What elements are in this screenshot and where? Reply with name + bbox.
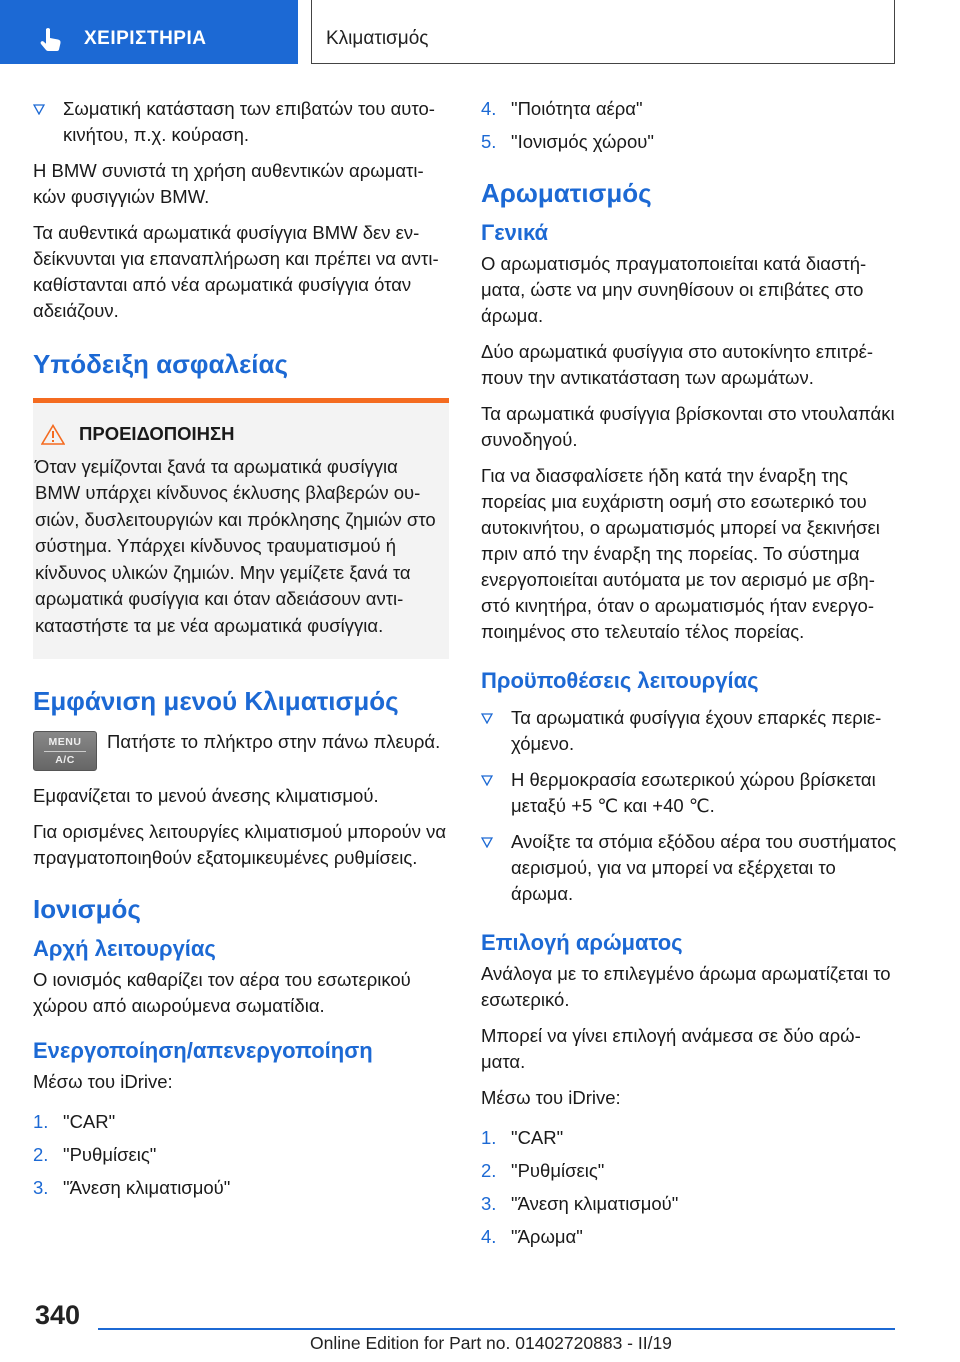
bullet-triangle-icon xyxy=(33,104,45,115)
list-item xyxy=(481,705,897,757)
page-number: 340 xyxy=(35,1300,81,1330)
heading-activate: Ενεργοποίηση/απενεργοποίηση xyxy=(33,1038,373,1063)
heading-prerequisites: Προϋποθέσεις λειτουργίας xyxy=(481,668,759,693)
section-title: Κλιματισμός xyxy=(326,28,429,49)
step-text: "Ρυθμίσεις" xyxy=(511,1160,605,1181)
step-text: "CAR" xyxy=(511,1127,564,1148)
right-column xyxy=(481,96,897,1257)
list-item xyxy=(481,1125,897,1151)
menu-button-top-label: MENU xyxy=(48,735,82,748)
step-number: 5. xyxy=(481,131,497,152)
footer-divider xyxy=(98,1328,895,1330)
warning-text: Όταν γεμίζονται ξανά τα αρωματικά φυσίγγια BMW υπάρχει κίνδυνος έκλυσης βλαβερών ουσιών, δυσλειτουργιών και πρόκλησης ζημιών στο σύστημα. Υπάρχει κίνδυνος τραυματισμού ή κίνδυνος υλικών ζημιών. Μην γεμίζετε ξανά τα αρωματικά φυσίγγια και όταν αδειάσουν αντικαταστήστε τα με νέα αρωματικά φυσίγγια. xyxy=(35,455,436,636)
heading-menu: Εμφάνιση μενού Κλιματισμός xyxy=(33,686,399,716)
heading-ionization: Ιονισμός xyxy=(33,894,141,924)
step-number: 3. xyxy=(33,1177,49,1198)
list-item xyxy=(481,1191,897,1217)
heading-principle: Αρχή λειτουργίας xyxy=(33,936,216,961)
paragraph: Μέσω του iDrive: xyxy=(481,1087,621,1108)
step-text: "Άρωμα" xyxy=(511,1226,583,1247)
step-text: "Άνεση κλιματισμού" xyxy=(63,1177,231,1198)
bullet-text: Ανοίξτε τα στόμια εξόδου αέρα του συστήματος αερισμού, για να μπορεί να εξέρχεται το άρωμα. xyxy=(511,831,897,904)
bullet-triangle-icon xyxy=(481,837,493,848)
step-number: 1. xyxy=(33,1111,49,1132)
step-text: "CAR" xyxy=(63,1111,116,1132)
heading-general: Γενικά xyxy=(481,220,549,245)
header-tab-controls[interactable] xyxy=(0,0,298,64)
list-item xyxy=(481,96,897,122)
step-number: 2. xyxy=(33,1144,49,1165)
heading-safety: Υπόδειξη ασφαλείας xyxy=(33,349,289,379)
list-item xyxy=(33,1109,449,1135)
menu-instruction xyxy=(33,729,449,771)
bullet-text: Σωματική κατάσταση των επιβατών του αυτοκινήτου, π.χ. κούραση. xyxy=(63,98,435,145)
hand-pointer-icon xyxy=(38,26,64,52)
paragraph: Τα αυθεντικά αρωματικά φυσίγγια BMW δεν ενδείκνυνται για επαναπλήρωση και πρέπει να αντικαθίστανται από νέα αρωματικά φυσίγγια όταν αδειάζουν. xyxy=(33,222,439,321)
step-number: 4. xyxy=(481,1226,497,1247)
paragraph: Τα αρωματικά φυσίγγια βρίσκονται στο ντουλαπάκι συνοδηγού. xyxy=(481,403,895,450)
header-tab-label: ΧΕΙΡΙΣΤΗΡΙΑ xyxy=(84,28,207,49)
step-text: "Ιονισμός χώρου" xyxy=(511,131,654,152)
step-number: 2. xyxy=(481,1160,497,1181)
step-text: "Ρυθμίσεις" xyxy=(63,1144,157,1165)
list-item xyxy=(481,1224,897,1250)
menu-text: Πατήστε το πλήκτρο στην πάνω πλευρά. xyxy=(107,731,441,752)
step-text: "Άνεση κλιματισμού" xyxy=(511,1193,679,1214)
paragraph: Ο ιονισμός καθαρίζει τον αέρα του εσωτερικού χώρου από αιωρούμενα σωματίδια. xyxy=(33,969,411,1016)
step-number: 3. xyxy=(481,1193,497,1214)
bullet-text: Η θερμοκρασία εσωτερικού χώρου βρίσκεται μεταξύ +5 ℃ και +40 ℃. xyxy=(511,769,876,816)
list-item xyxy=(481,829,897,907)
list-item xyxy=(33,96,449,148)
list-item xyxy=(33,1142,449,1168)
paragraph: Ανάλογα με το επιλεγμένο άρωμα αρωματίζεται το εσωτερικό. xyxy=(481,963,891,1010)
heading-aroma: Αρωματισμός xyxy=(481,178,652,208)
header-section-box xyxy=(311,0,895,64)
step-text: "Ποιότητα αέρα" xyxy=(511,98,643,119)
paragraph: Μπορεί να γίνει επιλογή ανάμεσα σε δύο αρώματα. xyxy=(481,1025,861,1072)
menu-ac-button[interactable] xyxy=(33,731,97,771)
warning-box xyxy=(33,398,449,659)
warning-triangle-icon xyxy=(41,424,65,445)
warning-title: ΠΡΟΕΙΔΟΠΟΙΗΣΗ xyxy=(79,423,235,444)
step-number: 4. xyxy=(481,98,497,119)
paragraph: Εμφανίζεται το μενού άνεσης κλιματισμού. xyxy=(33,785,379,806)
list-item xyxy=(481,129,897,155)
bullet-triangle-icon xyxy=(481,713,493,724)
paragraph: Η BMW συνιστά τη χρήση αυθεντικών αρωματικών φυσιγγιών BMW. xyxy=(33,160,424,207)
list-item xyxy=(481,767,897,819)
paragraph: Ο αρωματισμός πραγματοποιείται κατά διαστήματα, ώστε να μην συνηθίσουν οι επιβάτες στο άρωμα. xyxy=(481,253,867,326)
paragraph: Για ορισμένες λειτουργίες κλιματισμού μπορούν να πραγματοποιηθούν εξατομικευμένες ρυθμίσεις. xyxy=(33,821,447,868)
footer-edition: Online Edition for Part no. 01402720883 - II/19 xyxy=(310,1333,672,1353)
step-number: 1. xyxy=(481,1127,497,1148)
paragraph: Μέσω του iDrive: xyxy=(33,1071,173,1092)
list-item xyxy=(33,1175,449,1201)
paragraph: Δύο αρωματικά φυσίγγια στο αυτοκίνητο επιτρέπουν την αντικατάσταση των αρωμάτων. xyxy=(481,341,874,388)
button-divider xyxy=(44,751,86,752)
bullet-text: Τα αρωματικά φυσίγγια έχουν επαρκές περιεχόμενο. xyxy=(511,707,882,754)
list-item xyxy=(481,1158,897,1184)
menu-button-bottom-label: A/C xyxy=(55,753,75,766)
left-column xyxy=(33,96,449,1208)
bullet-triangle-icon xyxy=(481,775,493,786)
heading-select-aroma: Επιλογή αρώματος xyxy=(481,930,683,955)
paragraph: Για να διασφαλίσετε ήδη κατά την έναρξη της πορείας μια ευχάριστη οσμή στο εσωτερικό του αυτοκινήτου, ο αρωματισμός μπορεί να ξεκινήσει πριν από την έναρξη της πορείας. Το σύστημα ενεργοποιείται αυτόματα με τον αερισμό με σβηστό κινητήρα, όταν ο αρωματισμός ήταν ενεργοποιημένος στο τελευταίο τέλος πορείας. xyxy=(481,465,880,642)
